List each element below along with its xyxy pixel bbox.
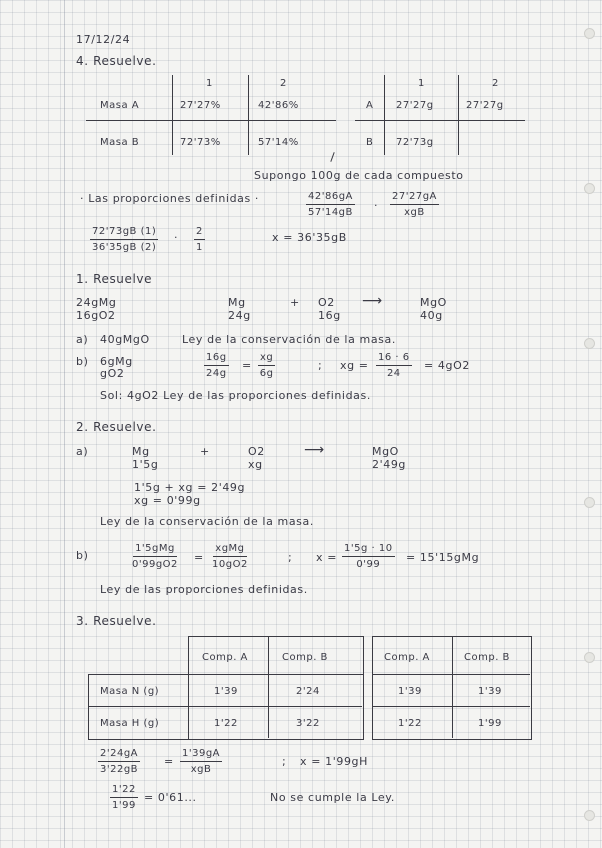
table-cell: 2'24 [296,686,320,697]
ex2-equation-1: 1'5g + xg = 2'49g [134,481,246,494]
table-cell: 1'39 [214,686,238,697]
ex3-conclusion: No se cumple la Ley. [270,791,395,804]
ex1-b-fraction-3: $\frac{16 \cdot 6}{24}$ [378,352,410,379]
ex1-mass-mg: 24g [228,309,251,322]
table-cell: 1'39 [398,686,422,697]
ex1-a-law: Ley de la conservación de la masa. [182,333,396,346]
ex1-given-1: 24gMg [76,296,117,309]
ex4-fraction-2: 27'27gA xgB [392,191,437,218]
table-col-header: Comp. B [464,652,510,663]
ex1-b-given-1: 6gMg [100,355,133,368]
table-col-header: 1 [206,78,213,89]
notebook-page: 17/12/24 4. Resuelve. 1 2 Masa A 27'27% 42'86% Masa B 72'73% 57'14% 1 2 A 27'27g 27'27g B 72'73g Supongo 100g de cada compuesto · Las proporciones definidas · $\frac{42'86gA}{57'14gB}$ · 27'27gA xgB $\frac{72'73gB (1)}{36'35gB (2)}$ · $\frac{2}{1}$ x = 36'35gB 1. Resuelve 24gMg 16gO2 Mg 24g + O2 16g ⟶ MgO 40g a) 40gMgO Ley de la conservación de la masa. b) 6gMg gO2 $\frac{16g}{24g}$ = $\frac{xg}{6g}$ ; xg = $\frac{16 \cdot 6}{24}$ = 4gO2 Sol: 4gO2 Ley de las proporciones definidas. 2. Resuelve. a) Mg 1'5g + O2 xg ⟶ MgO 2'49g 1'5g + xg = 2'49g xg = 0'99g Ley de la conservación de la masa. b) 1'5gMg 0'99gO2 = xgMg 10gO2 ; x = $\frac{1'5g \cdot 10}{0'99}$ = 15'15gMg Ley de las proporciones definidas. 3. Resuelve. Comp. A Comp. B Masa N (g) 1'39 2'24 Masa H (g) 1'22 3'22 Comp. A Comp. B 1'39 1'39 1'22 1'99 $\frac{2'24gA}{3'22gB}$ = 1'39gA xgB ; x = 1'99gH $\frac{1'22}{1'99}$ = 0'61... No se cumple la Ley. [0,0,602,848]
ex3-fraction-2: 1'39gA xgB [182,748,221,775]
equals-sign: = [194,551,204,564]
ex1-a-label: a) [76,333,89,346]
table-cell: 72'73% [180,137,221,148]
ex2-b-x-label: x = [316,551,338,564]
table-col-header: Comp. A [202,652,248,663]
ex3-heading: 3. Resuelve. [76,614,157,628]
punch-hole [584,28,595,39]
table-cell: 1'22 [214,718,238,729]
table-row-label: Masa N (g) [100,686,160,697]
table-cell: 1'39 [478,686,502,697]
table-cell: 27'27% [180,100,221,111]
punch-hole [584,810,595,821]
table-col-header: Comp. B [282,652,328,663]
ex2-b-fraction-2: xgMg 10gO2 [212,543,248,570]
ex4-ratio-rhs: $\frac{2}{1}$ [196,226,203,253]
table-cell: 72'73g [396,137,434,148]
table-cell: 42'86% [258,100,299,111]
ex1-b-label: b) [76,355,89,368]
table-col-header: 1 [418,78,425,89]
ex2-reactant-mg: Mg [132,445,150,458]
ex2-product: MgO [372,445,399,458]
plus-sign: + [290,296,300,309]
ex3-fraction-3: $\frac{1'22}{1'99}$ [112,784,136,811]
ex1-mass-o2: 16g [318,309,341,322]
ex1-product-mass: 40g [420,309,443,322]
ex1-b-fraction-2: $\frac{xg}{6g}$ [259,352,274,379]
ex3-fraction-1: $\frac{2'24gA}{3'22gB}$ [99,748,139,775]
date: 17/12/24 [76,33,131,46]
table-row-label: B [366,137,374,148]
table-row-label: A [366,100,374,111]
ex3-ratio-result: = 0'61... [144,791,197,804]
punch-hole [584,183,595,194]
plus-sign: + [200,445,210,458]
table-col-header: 2 [280,78,287,89]
margin-line [64,0,65,848]
ex2-heading: 2. Resuelve. [76,420,157,434]
table-row-label: Masa A [100,100,140,111]
table-cell: 27'27g [466,100,504,111]
ex1-given-2: 16gO2 [76,309,116,322]
table-cell: 1'22 [398,718,422,729]
ex1-b-fraction-1: $\frac{16g}{24g}$ [206,352,227,379]
table-row-label: Masa H (g) [100,718,160,729]
ex2-law-a: Ley de la conservación de la masa. [100,515,314,528]
ex2-mass-mg: 1'5g [132,458,159,471]
table-cell: 3'22 [296,718,320,729]
punch-hole [584,338,595,349]
table-col-header: 2 [492,78,499,89]
table-col-header: Comp. A [384,652,430,663]
ex2-a-label: a) [76,445,89,458]
punch-hole [584,652,595,663]
ex2-product-mass: 2'49g [372,458,407,471]
ex2-law-b: Ley de las proporciones definidas. [100,583,308,596]
ex1-species-mg: Mg [228,296,246,309]
ex4-law: · Las proporciones definidas · [80,192,260,205]
ex1-b-given-2: gO2 [100,367,125,380]
ex2-b-fraction-1: 1'5gMg 0'99gO2 [132,543,178,570]
table-cell: 1'99 [478,718,502,729]
ex1-species-o2: O2 [318,296,335,309]
ex4-heading: 4. Resuelve. [76,54,157,68]
ex1-a-value: 40gMgO [100,333,150,346]
ex2-b-result: = 15'15gMg [406,551,480,564]
ex1-solution: Sol: 4gO2 Ley de las proporciones definidas. [100,389,371,402]
ex4-result: x = 36'35gB [272,231,347,244]
ex2-reactant-o2: O2 [248,445,265,458]
ex1-b-result: = 4gO2 [424,359,470,372]
ex3-result: x = 1'99gH [300,755,368,768]
table-cell: 27'27g [396,100,434,111]
reaction-arrow-icon: ⟶ [362,293,383,309]
arrow-tick [330,152,334,162]
ex4-fraction-1: $\frac{42'86gA}{57'14gB}$ [307,191,353,218]
ex1-product: MgO [420,296,447,309]
table-cell: 57'14% [258,137,299,148]
ex2-equation-2: xg = 0'99g [134,494,201,507]
table-row-label: Masa B [100,137,140,148]
ex4-note: Supongo 100g de cada compuesto [254,169,464,182]
ex2-mass-o2: xg [248,458,263,471]
ex4-ratio-fraction: $\frac{72'73gB (1)}{36'35gB (2)}$ [92,226,157,253]
ex2-b-fraction-3: $\frac{1'5g \cdot 10}{0'99}$ [344,543,393,570]
ex1-b-x-label: xg = [340,359,369,372]
punch-hole [584,497,595,508]
ex2-b-label: b) [76,549,89,562]
reaction-arrow-icon: ⟶ [304,442,325,458]
ex1-heading: 1. Resuelve [76,272,153,286]
